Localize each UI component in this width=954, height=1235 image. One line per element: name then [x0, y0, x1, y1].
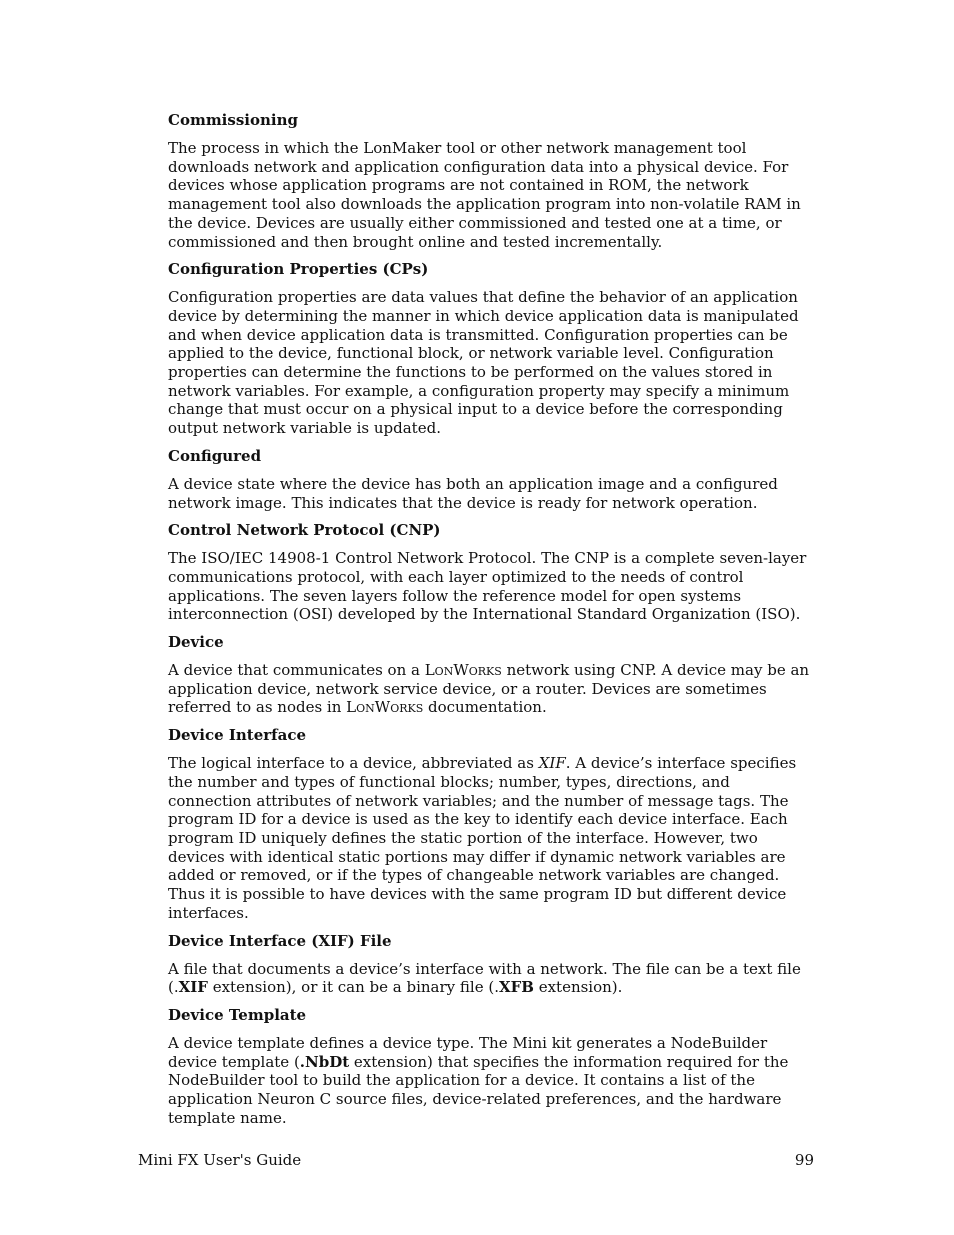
definition-text: . A device’s interface specifies the number and types of functional blocks; number, types, directions, and connection attributes of network variables; and the number of message tags. The program ID for a device is used as the key to identify each device interface. Each program ID uniquely defines the static portion of the interface. However, two devices with identical static portions may differ if dynamic network variables are added or removed, or if the types of changeable network variables are changed. Thus it is possible to have devices with the same program ID but different device interfaces.: [168, 754, 797, 922]
glossary-term: Device Interface: [168, 726, 307, 745]
definition-text: network using CNP. A device may be an application device, network service device, or a router. Devices are sometimes referred to as nodes in: [168, 661, 810, 717]
definition-text: documentation.: [423, 698, 547, 717]
page-footer: [138, 1151, 814, 1171]
glossary-term: Device Interface (XIF) File: [168, 931, 392, 950]
definition-text: A device template defines a device type. The Mini kit generates a NodeBuilder device template (: [168, 1033, 768, 1071]
glossary-definition: A device state where the device has both an application image and a configured network image. This indicates that the device is ready for network operation.: [168, 474, 778, 512]
definition-text: The logical interface to a device, abbreviated as: [168, 754, 539, 773]
glossary-term: Commissioning: [168, 111, 298, 129]
definition-text: A file that documents a device’s interface with a network. The file can be a text file (.: [168, 959, 801, 997]
footer-document-title: Mini FX User's Guide: [138, 1151, 302, 1169]
glossary-term: Control Network Protocol (CNP): [168, 521, 441, 540]
glossary-term: Configured: [168, 446, 262, 465]
glossary-term: Device Template: [168, 1005, 307, 1024]
xif-abbreviation: XIF: [538, 754, 566, 773]
glossary-definition: [168, 754, 816, 922]
file-extension: XFB: [498, 978, 534, 997]
lonworks-trademark: LonWorks: [424, 661, 502, 680]
glossary-definition: [168, 1034, 816, 1128]
file-extension: XIF: [178, 978, 208, 997]
lonworks-trademark: LonWorks: [346, 698, 424, 717]
definition-text: extension) that specifies the information required for the NodeBuilder tool to build the application for a device. It contains a list of the application Neuron C source files, device-related preferences, and the hardware template name.: [168, 1052, 789, 1127]
glossary-definition: [168, 960, 816, 997]
definition-text: extension), or it can be a binary file (.: [207, 978, 499, 997]
glossary-definition: The process in which the LonMaker tool or other network management tool downloads network and application configuration data into a physical device. For devices whose application programs are not contained in ROM, the network management tool also downloads the application program into non-volatile RAM in the device. Devices are usually either commissioned and tested one at a time, or commissioned and then brought online and tested incrementally.: [168, 139, 801, 251]
glossary-term: Configuration Properties (CPs): [168, 260, 429, 279]
definition-text: extension).: [533, 978, 623, 997]
file-extension: .NbDt: [299, 1052, 350, 1071]
glossary-content: [168, 111, 816, 1136]
glossary-definition: [168, 661, 816, 717]
definition-text: A device that communicates on a: [168, 661, 425, 680]
glossary-definition: Configuration properties are data values that define the behavior of an application device by determining the manner in which device application data is manipulated and when device application data is transmitted. Configuration properties can be applied to the device, functional block, or network variable level. Configuration properties can determine the functions to be performed on the values stored in network variables. For example, a configuration property may specify a minimum change that must occur on a physical input to a device before the corresponding output network variable is updated.: [168, 288, 799, 438]
glossary-definition: The ISO/IEC 14908-1 Control Network Protocol. The CNP is a complete seven-layer communications protocol, with each layer optimized to the needs of control applications. The seven layers follow the reference model for open systems interconnection (OSI) developed by the International Standard Organization (ISO).: [168, 549, 807, 624]
page-number: 99: [794, 1151, 814, 1169]
glossary-term: Device: [168, 633, 224, 652]
